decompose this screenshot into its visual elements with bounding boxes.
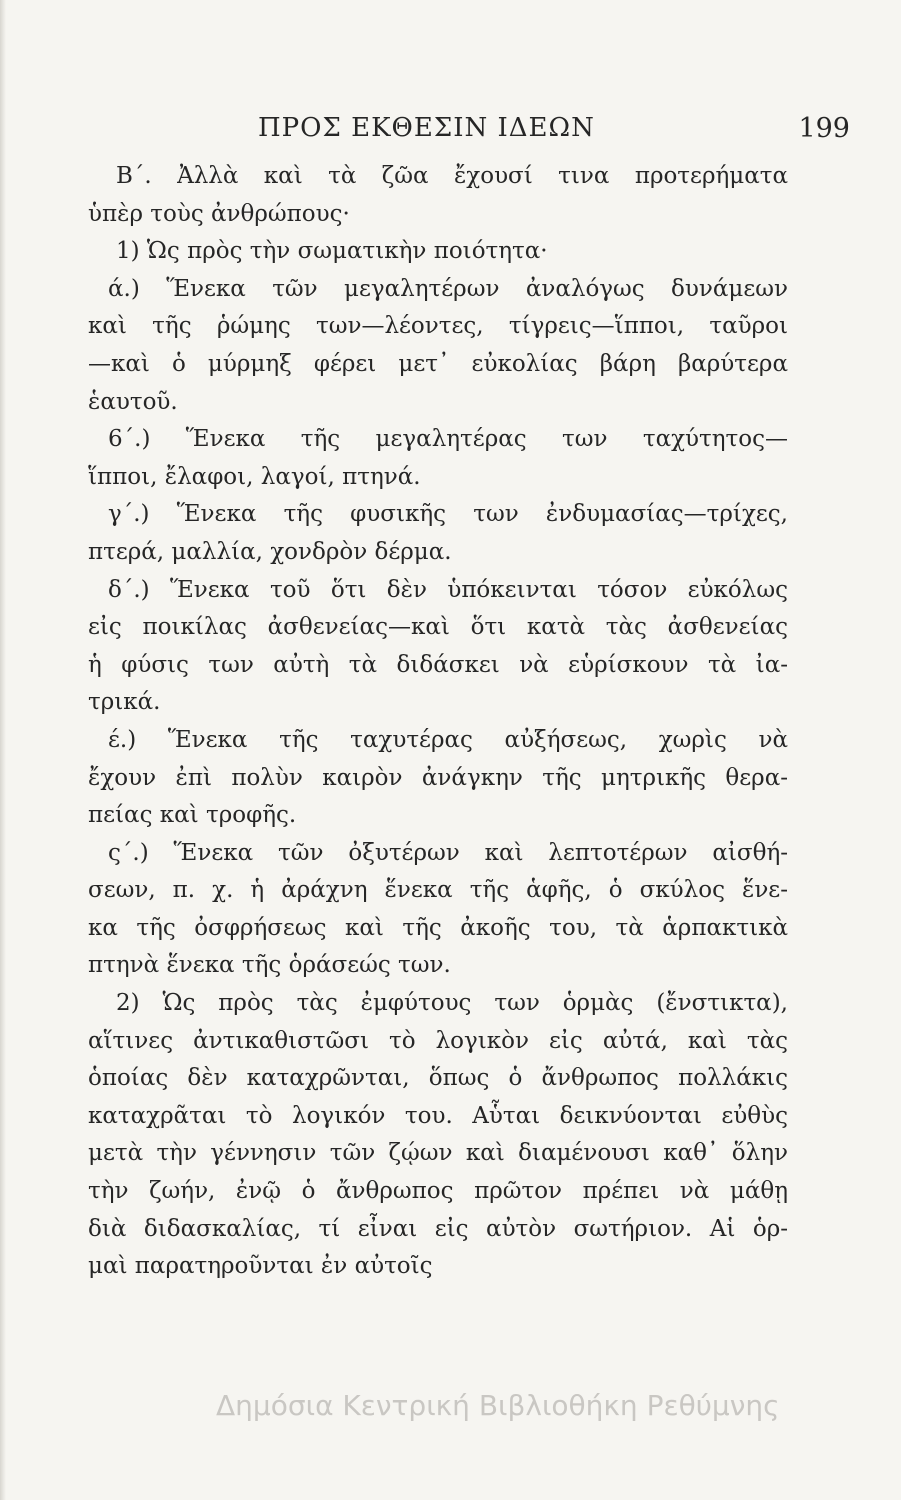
library-watermark: Δημόσια Κεντρική Βιβλιοθήκη Ρεθύμνης: [216, 1389, 780, 1422]
text-line: εἰς ποικίλας ἀσθενείας—καὶ ὅτι κατὰ τὰς ἀσθενείας: [88, 614, 788, 641]
text-line: τὴν ζωήν, ἐνῷ ὁ ἄνθρωπος πρῶτον πρέπει νὰ μάθῃ: [88, 1178, 788, 1205]
text-line: —καὶ ὁ μύρμηξ φέρει μετ᾽ εὐκολίας βάρη βαρύτερα: [88, 350, 788, 377]
text-line: ς΄.) Ἕνεκα τῶν ὀξυτέρων καὶ λεπτοτέρων αἰσθή-: [108, 839, 788, 866]
text-line: γ΄.) Ἕνεκα τῆς φυσικῆς των ἐνδυμασίας—τρίχες,: [108, 501, 788, 528]
text-line: ἡ φύσις των αὐτὴ τὰ διδάσκει νὰ εὑρίσκουν τὰ ἰα-: [88, 651, 788, 678]
body-text: [88, 158, 788, 1286]
spine-shadow: [0, 0, 6, 1500]
text-line: κα τῆς ὀσφρήσεως καὶ τῆς ἀκοῆς του, τὰ ἁρπακτικὰ: [88, 914, 788, 941]
text-line: ά.) Ἕνεκα τῶν μεγαλητέρων ἀναλόγως δυνάμεων: [108, 275, 788, 302]
text-line: ἔχουν ἐπὶ πολὺν καιρὸν ἀνάγκην τῆς μητρικῆς θερα-: [88, 764, 788, 791]
text-line: έ.) Ἕνεκα τῆς ταχυτέρας αὐξήσεως, χωρὶς νὰ: [108, 726, 788, 753]
text-line: μαὶ παρατηροῦνται ἐν αὐτοῖς: [88, 1253, 433, 1280]
text-line: διὰ διδασκαλίας, τί εἶναι εἰς αὐτὸν σωτήριον. Αἱ ὁρ-: [88, 1215, 788, 1242]
page-header: [258, 113, 850, 153]
text-line: 1) Ὡς πρὸς τὴν σωματικὴν ποιότητα·: [116, 238, 548, 265]
text-line: ὁποίας δὲν καταχρῶνται, ὅπως ὁ ἄνθρωπος πολλάκις: [88, 1065, 788, 1092]
text-line: ἑαυτοῦ.: [88, 388, 178, 415]
text-line: 6΄.) Ἕνεκα τῆς μεγαλητέρας των ταχύτητος—: [108, 426, 788, 453]
text-line: τρικά.: [88, 689, 161, 716]
running-title: ΠΡΟΣ ΕΚΘΕΣΙΝ ΙΔΕΩΝ: [258, 113, 595, 143]
text-line: μετὰ τὴν γέννησιν τῶν ζῴων καὶ διαμένουσι καθ᾽ ὅλην: [88, 1140, 788, 1167]
text-line: αἵτινες ἀντικαθιστῶσι τὸ λογικὸν εἰς αὐτά, καὶ τὰς: [88, 1027, 788, 1054]
text-line: πτηνὰ ἕνεκα τῆς ὁράσεώς των.: [88, 952, 451, 979]
text-line: Β΄. Ἀλλὰ καὶ τὰ ζῶα ἔχουσί τινα προτερήματα: [116, 163, 788, 189]
text-line: καταχρᾶται τὸ λογικόν του. Αὗται δεικνύονται εὐθὺς: [88, 1102, 788, 1129]
text-line: δ΄.) Ἕνεκα τοῦ ὅτι δὲν ὑπόκεινται τόσον εὐκόλως: [108, 576, 788, 603]
text-line: σεων, π. χ. ἡ ἀράχνη ἕνεκα τῆς ἁφῆς, ὁ σκύλος ἕνε-: [88, 877, 788, 904]
text-line: ὑπὲρ τοὺς ἀνθρώπους·: [88, 200, 350, 227]
text-line: πείας καὶ τροφῆς.: [88, 802, 297, 829]
text-line: 2) Ὡς πρὸς τὰς ἐμφύτους των ὁρμὰς (ἔνστικτα),: [116, 990, 788, 1017]
text-line: πτερά, μαλλία, χονδρὸν δέρμα.: [88, 538, 452, 565]
text-line: ἵπποι, ἔλαφοι, λαγοί, πτηνά.: [88, 463, 421, 490]
page-number: 199: [798, 113, 850, 144]
text-line: καὶ τῆς ῥώμης των—λέοντες, τίγρεις—ἵπποι, ταῦροι: [88, 313, 788, 340]
